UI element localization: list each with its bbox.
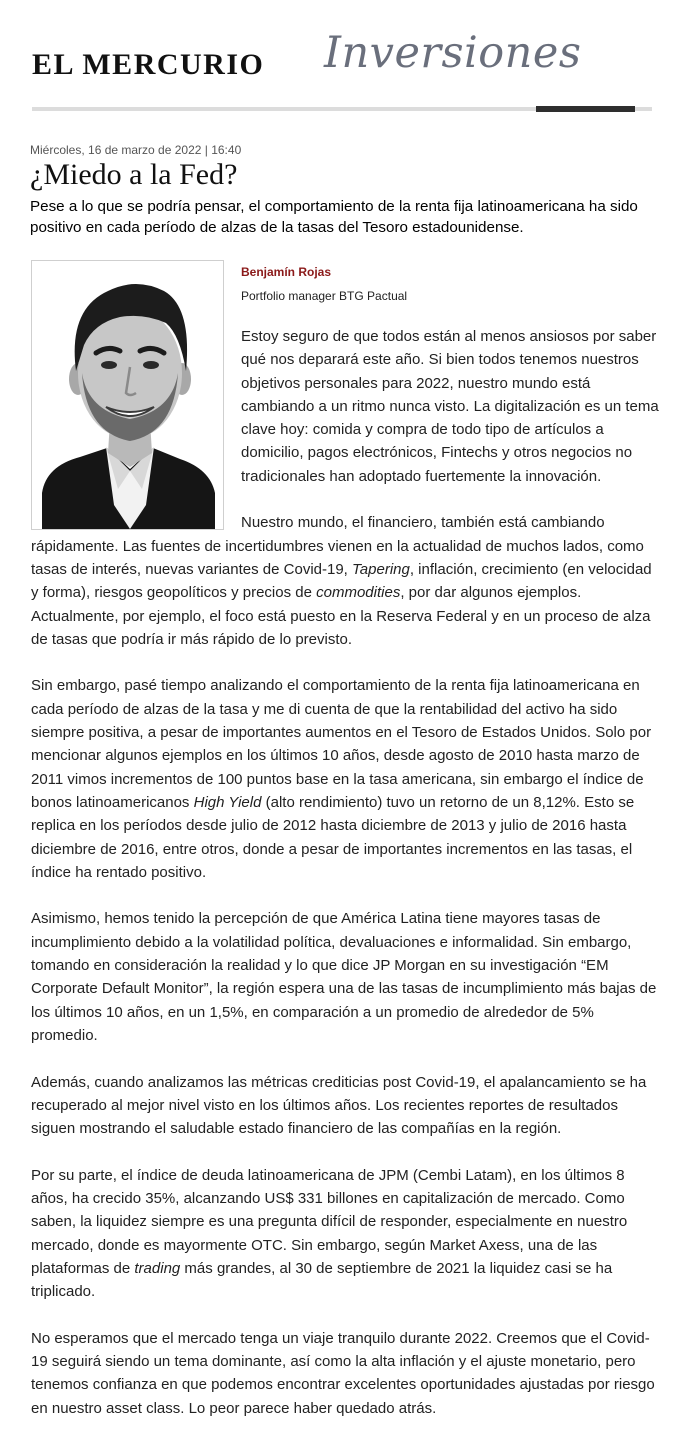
photo-spacer bbox=[31, 325, 241, 533]
author-name[interactable]: Benjamín Rojas bbox=[241, 265, 332, 279]
article-paragraph: Sin embargo, pasé tiempo analizando el comportamiento de la renta fija latinoamericana en cada período de alzas de la tasa y me di cuenta de que la rentabilidad del activo ha sido siempre positiva, a pesar de importantes aumentos en el Tesoro de Estados Unidos. Solo por mencionar algunos ejemplos en los últimos 10 años, desde agosto de 2010 hasta marzo de 2011 vimos incrementos de 100 puntos base en la tasa americana, sin embargo el índice de bonos latinoamericanos High Yield (alto rendimiento) tuvo un retorno de un 8,12%. Esto se replica en los períodos desde julio de 2012 hasta diciembre de 2013 y julio de 2016 hasta diciembre de 2016, entre otros, donde a pesar de importantes incrementos en las tasas, el índice ha rentado positivo. bbox=[31, 677, 652, 881]
article-paragraph: Asimismo, hemos tenido la percepción de que América Latina tiene mayores tasas de incumplimiento debido a la volatilidad política, devaluaciones e informalidad. Sin embargo, tomando en consideración la realidad y lo que dice JP Morgan en su investigación “EM Corporate Default Monitor”, la región espera una de las tasas de incumplimiento más bajas de los últimos 10 años, en un 1,5%, en comparación a un promedio de alrededor de 5% promedio. bbox=[31, 910, 657, 1044]
masthead bbox=[32, 28, 652, 88]
author-role: Portfolio manager BTG Pactual bbox=[241, 289, 408, 303]
article-lede: Pese a lo que se podría pensar, el comportamiento de la renta fija latinoamericana ha sido positivo en cada período de alzas de la tasas del Tesoro estadounidense. bbox=[30, 198, 638, 236]
article-paragraph: Estoy seguro de que todos están al menos ansiosos por saber qué nos deparará este año. Si bien todos tenemos nuestros objetivos personales para 2022, nuestro mundo está cambiando a un ritmo nunca visto. La digitalización es un tema clave hoy: comida y compra de todo tipo de artículos a domicilio, pagos electrónicos, Fintechs y otros negocios no tradicionales han adoptado fuertemente la innovación. bbox=[241, 328, 659, 485]
brand-logo[interactable]: EL MERCURIO bbox=[32, 48, 265, 81]
article-paragraph: Además, cuando analizamos las métricas crediticias post Covid-19, el apalancamiento se ha recuperado al mejor nivel visto en los últimos años. Los recientes reportes de resultados siguen mostrando el saludable estado financiero de las compañías en la región. bbox=[31, 1073, 647, 1138]
article-body bbox=[31, 325, 659, 1443]
header-divider-accent bbox=[536, 106, 635, 112]
article-paragraph: No esperamos que el mercado tenga un viaje tranquilo durante 2022. Creemos que el Covid-19 seguirá siendo un tema dominante, así como la alta inflación y el ajuste monetario, pero tenemos confianza en que podemos encontrar excelentes oportunidades ajustadas por riesgo en nuestro asset class. Lo peor parece haber quedado atrás. bbox=[31, 1329, 655, 1417]
section-title[interactable]: Inversiones bbox=[324, 28, 582, 78]
article-paragraph: Por su parte, el índice de deuda latinoamericana de JPM (Cembi Latam), en los últimos 8 años, ha crecido 35%, alcanzando US$ 331 billones en capitalización de mercado. Como saben, la liquidez siempre es una pregunta difícil de responder, especialmente en nuestro mercado, donde es mayormente OTC. Sin embargo, según Market Axess, una de las plataformas de trading más grandes, al 30 de septiembre de 2021 la liquidez casi se ha triplicado. bbox=[31, 1166, 628, 1301]
article-title: ¿Miedo a la Fed? bbox=[30, 158, 238, 191]
article-dateline: Miércoles, 16 de marzo de 2022 | 16:40 bbox=[30, 143, 242, 157]
article-paragraph: Nuestro mundo, el financiero, también está cambiando rápidamente. Las fuentes de incertidumbres vienen en la actualidad de muchos lados, como tasas de interés, nuevas variantes de Covid-19, Tapering, inflación, crecimiento (en velocidad y forma), riesgos geopolíticos y precios de commodities, por dar algunos ejemplos. Actualmente, por ejemplo, el foco está puesto en la Reserva Federal y en un proceso de alza de tasas que podría ir más rápido de lo previsto. bbox=[31, 514, 652, 648]
